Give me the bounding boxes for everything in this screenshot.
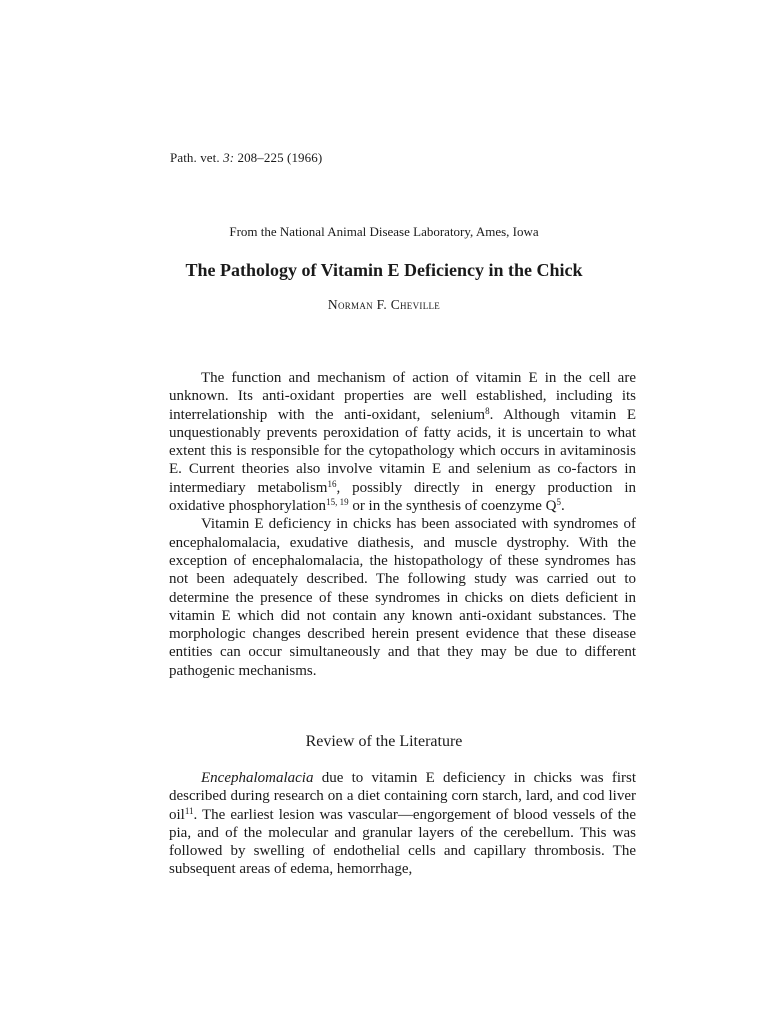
italic-term: Encephalomalacia	[201, 770, 314, 786]
literature-review	[169, 769, 636, 879]
text-run: .	[560, 498, 565, 515]
author-name: Norman F. Cheville	[327, 297, 441, 312]
affiliation: From the National Animal Disease Laboratory, Ames, Iowa	[229, 224, 539, 239]
text-run: due to vitamin E deficiency in chicks was first described during research on a diet containing corn starch, lard, and cod liver oil	[169, 770, 636, 823]
citation-prefix: Path. vet.	[170, 150, 224, 165]
text-run: , possibly directly in energy production in oxidative phosphorylation	[169, 479, 637, 515]
reference-mark: 8	[485, 405, 490, 416]
text-run: The function and mechanism of action of vitamin E in the cell are unknown. Its anti-oxidant properties are well established, including its interrelationship with the anti-oxidant, selenium	[169, 370, 636, 423]
reference-mark: 5	[556, 497, 561, 508]
introduction	[169, 369, 636, 680]
citation-volume: 3:	[223, 150, 235, 165]
reference-mark: 11	[184, 805, 194, 816]
citation-pages-year: 208–225 (1966)	[234, 150, 323, 165]
reference-mark: 16	[327, 478, 337, 489]
text-run: . The earliest lesion was vascular—engorgement of blood vessels of the pia, and of the molecular and granular layers of the cerebellum. This was followed by swelling of endothelial cells and capillary thrombosis. The subsequent areas of edema, hemorrhage,	[169, 806, 636, 878]
intro-paragraph-2: Vitamin E deficiency in chicks has been associated with syndromes of encephalomalacia, exudative diathesis, and muscle dystrophy. With the exception of encephalomalacia, the histopathology of these syndromes has not been adequately described. The following study was carried out to determine the presence of these syndromes in chicks on diets deficient in vitamin E which did not contain any known anti-oxidant substances. The morphologic changes described herein present evidence that these disease entities can occur simultaneously and that they may be due to different pathogenic mechanisms.	[169, 516, 636, 679]
section-heading: Review of the Literature	[305, 733, 463, 750]
paper-title: The Pathology of Vitamin E Deficiency in the Chick	[185, 260, 583, 280]
text-run: . Although vitamin E unquestionably prevents peroxidation of fatty acids, it is uncertain to what extent this is responsible for the cytopathology which occurs in avitaminosis E. Current theories also involve vitamin E and selenium as co-factors in intermediary metabolism	[169, 406, 636, 496]
journal-citation	[170, 150, 322, 166]
text-run: or in the synthesis of coenzyme Q	[348, 498, 557, 515]
review-paragraph-1	[169, 769, 636, 879]
reference-mark: 15, 19	[326, 497, 349, 508]
intro-paragraph-1	[169, 369, 636, 515]
